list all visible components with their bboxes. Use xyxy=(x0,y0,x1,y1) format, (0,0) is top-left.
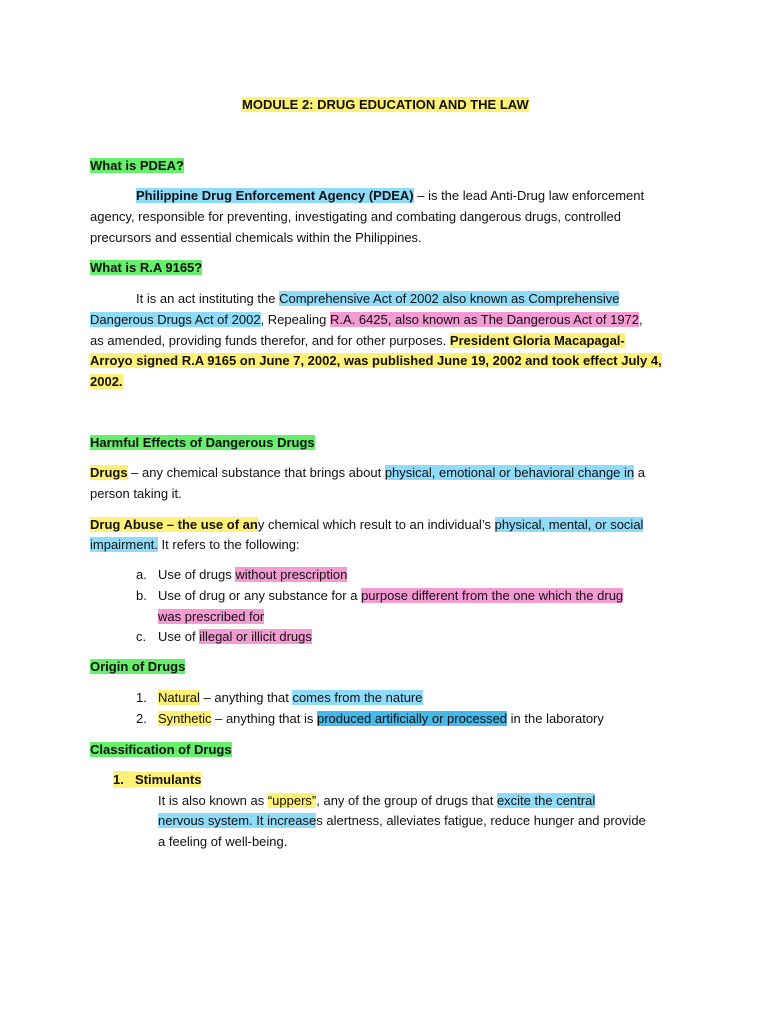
abuse-item-b-highlight: purpose different from the one which the drug xyxy=(361,588,624,603)
abuse-term: Drug Abuse – the use of an xyxy=(90,517,258,532)
stimulants-l1-plain-2: , any of the group of drugs that xyxy=(316,793,497,808)
classification-heading-line xyxy=(90,741,322,758)
stimulants-l1-plain: It is also known as xyxy=(158,793,268,808)
abuse-item-c-plain: Use of xyxy=(158,629,200,644)
abuse-item-b-highlight-2: was prescribed for xyxy=(158,609,265,624)
origin-list-item-1 xyxy=(136,689,431,706)
list-marker: 1. xyxy=(136,690,147,705)
ra-line4-highlight: Arroyo signed R.A 9165 on June 7, 2002, was published June 19, 2002 and took effect July 4, xyxy=(90,353,662,368)
stimulants-line-3: a feeling of well-being. xyxy=(158,834,288,849)
ra-line3-plain: as amended, providing funds therefor, and for other purposes. xyxy=(90,333,450,348)
classification-heading: Classification of Drugs xyxy=(90,742,232,757)
abuse-item-c-highlight: illegal or illicit drugs xyxy=(199,629,312,644)
origin-item-2-plain: – anything that is xyxy=(211,711,317,726)
drugs-definition-line-2: person taking it. xyxy=(90,486,182,501)
pdea-heading-line xyxy=(90,157,224,174)
ra-line5-highlight: 2002. xyxy=(90,374,123,389)
ra-line2-highlight-2: R.A. 6425, also known as The Dangerous Act of 1972 xyxy=(329,312,640,327)
classification-item-1 xyxy=(113,771,201,788)
abuse-def-highlight-2: impairment. xyxy=(90,537,158,552)
origin-term-natural: Natural xyxy=(158,690,200,705)
drugs-term: Drugs xyxy=(90,465,128,480)
abuse-list-item-c xyxy=(136,628,340,645)
ra-line2-plain-1: , Repealing xyxy=(260,312,330,327)
origin-item-2-end: in the laboratory xyxy=(507,711,604,726)
abuse-item-a-plain: Use of drugs xyxy=(158,567,236,582)
ra-line-3 xyxy=(90,332,685,349)
stimulants-l1-highlight: excite the central xyxy=(496,793,596,808)
abuse-def-highlight: physical, mental, or social xyxy=(494,517,644,532)
origin-list-item-2 xyxy=(136,710,604,727)
pdea-name: Philippine Drug Enforcement Agency (PDEA) xyxy=(136,188,414,203)
abuse-def-plain-2: It refers to the following: xyxy=(157,537,300,552)
stimulants-l2-plain: s alertness, alleviates fatigue, reduce hunger and provide xyxy=(316,813,646,828)
abuse-list-item-b-cont xyxy=(158,608,284,625)
pdea-line-2: agency, responsible for preventing, investigating and combating dangerous drugs, controlled xyxy=(90,209,621,224)
pdea-line-3: precursors and essential chemicals within the Philippines. xyxy=(90,230,422,245)
abuse-item-b-plain: Use of drug or any substance for a xyxy=(158,588,362,603)
ra-line-4 xyxy=(90,352,662,369)
document-title-line xyxy=(242,96,537,113)
stimulants-term: Stimulants xyxy=(135,772,202,787)
abuse-definition-line-2 xyxy=(90,536,300,553)
ra-line1-highlight: Comprehensive Act of 2002 also known as Comprehensive xyxy=(279,291,620,306)
origin-heading: Origin of Drugs xyxy=(90,659,186,674)
drugs-def-plain: – any chemical substance that brings about xyxy=(127,465,385,480)
abuse-item-a-highlight: without prescription xyxy=(235,567,348,582)
list-marker: 1. xyxy=(113,771,135,788)
pdea-line1-rest: – is the lead Anti-Drug law enforcement xyxy=(413,188,645,203)
abuse-list-item-b xyxy=(136,587,701,604)
origin-item-2-highlight: produced artificially or processed xyxy=(317,711,508,726)
abuse-def-plain: y chemical which result to an individual’s xyxy=(257,517,495,532)
drugs-def-end: a xyxy=(634,465,645,480)
ra-line2-plain-2: , xyxy=(639,312,643,327)
pdea-line-1 xyxy=(136,187,644,204)
origin-heading-line xyxy=(90,658,275,675)
ra-line-2 xyxy=(90,311,643,328)
drugs-definition-line-1 xyxy=(90,464,645,481)
ra-line3-highlight: President Gloria Macapagal- xyxy=(449,333,625,348)
ra-line1-plain: It is an act instituting the xyxy=(136,291,280,306)
abuse-list-item-a xyxy=(136,566,365,583)
origin-item-1-highlight: comes from the nature xyxy=(292,690,423,705)
list-marker: 2. xyxy=(136,711,147,726)
origin-term-synthetic: Synthetic xyxy=(158,711,212,726)
list-marker: b. xyxy=(136,588,147,603)
ra-heading-line xyxy=(90,259,248,276)
ra-line2-highlight-1: Dangerous Drugs Act of 2002 xyxy=(90,312,261,327)
stimulants-uppers: “uppers” xyxy=(267,793,317,808)
stimulants-line-2 xyxy=(158,812,646,829)
document-title: MODULE 2: DRUG EDUCATION AND THE LAW xyxy=(242,97,529,112)
abuse-definition-line-1 xyxy=(90,516,673,533)
harmful-heading: Harmful Effects of Dangerous Drugs xyxy=(90,435,315,450)
ra-line-1 xyxy=(136,290,655,307)
drugs-def-highlight: physical, emotional or behavioral change in xyxy=(384,465,635,480)
harmful-heading-line xyxy=(90,434,385,451)
origin-item-1-plain: – anything that xyxy=(199,690,293,705)
stimulants-l2-highlight: nervous system. It increase xyxy=(158,813,317,828)
stimulants-line-1 xyxy=(158,792,665,809)
pdea-heading: What is PDEA? xyxy=(90,158,184,173)
ra-line-5 xyxy=(90,373,123,390)
list-marker: c. xyxy=(136,629,147,644)
list-marker: a. xyxy=(136,567,147,582)
ra-heading: What is R.A 9165? xyxy=(90,260,203,275)
